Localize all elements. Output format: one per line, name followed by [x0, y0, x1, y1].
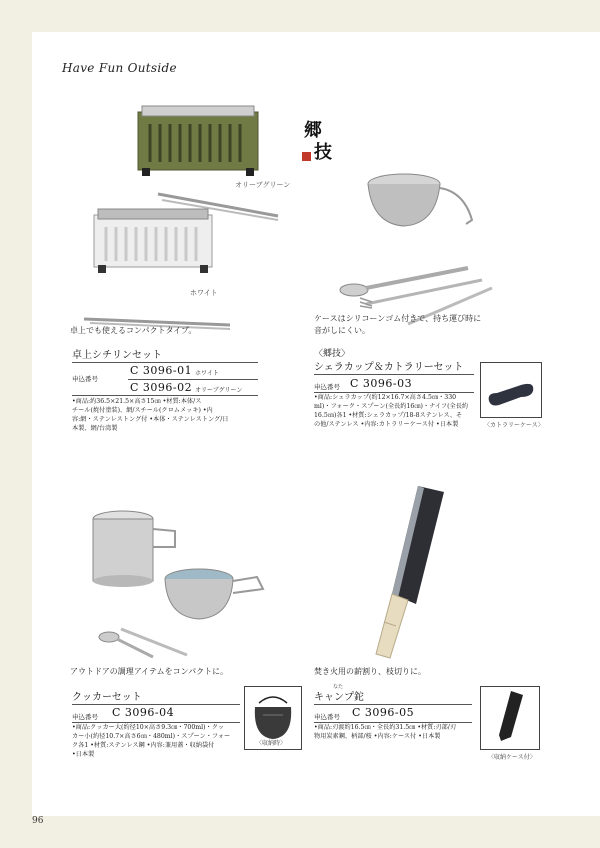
divider: [72, 704, 240, 705]
hatchet-case-inset: [480, 686, 540, 750]
svg-text:技: 技: [314, 142, 332, 163]
divider: [314, 374, 474, 375]
hatchet-case-image: [481, 687, 539, 749]
product-code: C 3096-03: [350, 377, 413, 390]
product4-spec: •商品:刃渡約16.5㎝・全長約31.5㎝ •材質:刃部/刃 物用炭素鋼、柄部/桜 •内容:ケース付 •日本製: [314, 724, 457, 740]
divider: [72, 362, 258, 363]
svg-text:郷: 郷: [304, 120, 322, 141]
olive-variant-caption: オリーブグリーン: [235, 181, 291, 189]
product1-title: 卓上シチリンセット: [72, 350, 162, 361]
hatchet-image: [352, 482, 462, 672]
divider: [314, 704, 472, 705]
product2-spec: •商品:シェラカップ(約12×16.7×高さ4.5㎝・330 ml)・フォーク・スプーン(全長約16㎝)・ナイフ(全長約 16.5㎝)各1 •材質:シェラカップ/18-8ステンレス、そ の他/ステンレス •内容:カトラリーケース付 •日本製: [314, 394, 469, 428]
product3-spec: •商品:クッカー大(約径10×高さ9.3㎝・700ml)・クッ カー小(約径10.7×高さ6㎝・480ml)・スプーン・フォー ク各1 •材質:ステンレス鋼 •内容:兼用蓋・収納袋付 •日本製: [72, 724, 231, 758]
divider: [72, 395, 258, 396]
product2-tagline: ケースはシリコーンゴム付きで、持ち運び時に 音がしにくい。: [314, 314, 482, 335]
variant-label: オリーブグリーン: [195, 387, 243, 394]
variant-label: ホワイト: [195, 370, 219, 377]
product4-tagline: 焚き火用の薪割り、枝切りに。: [314, 667, 426, 676]
product2-title: シェラカップ＆カトラリーセット: [314, 362, 464, 373]
sierra-cup-cutlery-image: [332, 162, 497, 332]
catalog-page: [32, 32, 600, 816]
product3-title: クッカーセット: [72, 692, 142, 703]
divider: [128, 379, 258, 380]
cutlery-case-caption: 〈カトラリーケース〉: [484, 422, 544, 429]
product1-spec: •商品:約36.5×21.5×高さ15㎝ •材質:本体/ス チール(焼付塗装)、網/スチール(クロムメッキ) •内 容:網・ステンレストング付 •本体・ステンレストング/日 本製、網/台湾製: [72, 398, 229, 432]
goki-seal-logo: [300, 116, 340, 166]
order-label: 申込番号: [72, 713, 98, 721]
product2-title-prefix: 〈郷技〉: [314, 349, 351, 359]
cutlery-case-inset: [480, 362, 542, 418]
white-variant-caption: ホワイト: [190, 289, 218, 297]
product-code: C 3096-04: [112, 706, 175, 719]
product3-tagline: アウトドアの調理アイテムをコンパクトに。: [70, 667, 229, 676]
product-code: C 3096-01: [130, 364, 193, 377]
product1-tagline: 卓上でも使えるコンパクトタイプ。: [70, 326, 197, 335]
product-code: C 3096-05: [352, 706, 415, 719]
page-number: 96: [32, 816, 44, 826]
hatchet-case-caption: 〈収納ケース付〉: [488, 754, 536, 761]
white-grill-image: [82, 207, 252, 337]
order-label: 申込番号: [72, 375, 98, 383]
brand-logo: Have Fun Outside: [62, 61, 177, 75]
storage-bag-caption: 〈収納時〉: [256, 740, 287, 747]
cutlery-case-image: [481, 363, 541, 417]
order-label: 申込番号: [314, 713, 340, 721]
product-code: C 3096-02: [130, 381, 193, 394]
product4-title-ruby: なた: [333, 684, 344, 690]
product4-title: キャンプ鉈: [314, 692, 364, 703]
order-label: 申込番号: [314, 383, 340, 391]
cooker-set-image: [87, 507, 277, 667]
